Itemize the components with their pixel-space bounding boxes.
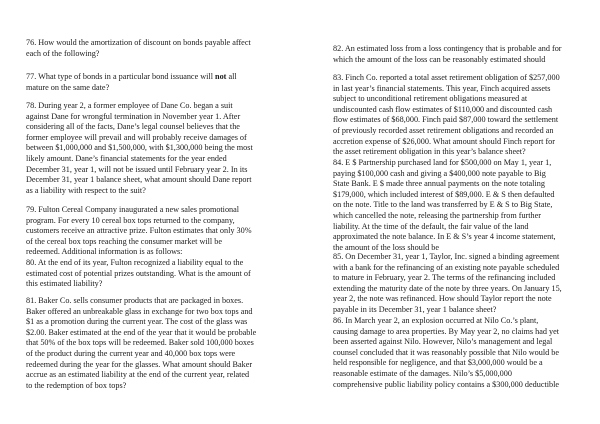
question-78: 78. During year 2, a former employee of Dane Co. began a suit against Dane for wrongful termination in November year 1. After considering all of the facts, Dane’s legal counsel believes that the former employee will prevail and will probably receive damages of between $1,000,000 and $1,500,000, with $1,300,000 being the most likely amount. Dane’s financial statements for the year ended December 31, year 1, will not be issued until February year 2. In its December 31, year 1 balance sheet, what amount should Dane report as a liability with respect to the suit?: [26, 101, 253, 195]
question-76: 76. How would the amortization of discount on bonds payable affect each of the following?: [26, 38, 251, 58]
question-79: 79. Fulton Cereal Company inaugurated a new sales promotional program. For every 10 cereal box tops returned to the company, customers receive an attractive prize. Fulton estimates that only 30% of the cereal box tops reaching the consumer market will be redeemed. Additional information is as follows:: [26, 205, 252, 257]
question-86: 86. In March year 2, an explosion occurred at Nilo Co.’s plant, causing damage to area properties. By May year 2, no claims had yet been asserted against Nilo. However, Nilo’s management and legal counsel concluded that it was reasonably possible that Nilo would be held responsible for negligence, and that $3,000,000 would be a reasonable estimate of the damages. Nilo’s $5,000,000 comprehensive public liability policy contains a $300,000 deductible: [333, 316, 560, 389]
question-77-text-start: 77. What type of bonds in a particular bond issuance will: [26, 72, 216, 81]
question-85: 85. On December 31, year 1, Taylor, Inc. signed a binding agreement with a bank for the refinancing of an existing note payable scheduled to mature in February, year 2. The terms of the refinancing included extending the maturity date of the note by three years. On January 15, year 2, the note was refinanced. How should Taylor report the note payable in its December 31, year 1 balance sheet?: [333, 252, 562, 314]
question-77-text-end: all mature on the same date?: [26, 72, 237, 92]
question-84: 84. E $ Partnership purchased land for $500,000 on May 1, year 1, paying $100,000 cash and giving a $400,000 note payable to Big State Bank. E $ made three annual payments on the note totaling $179,000, which included interest of $89,000. E & S then defaulted on the note. Title to the land was transferred by E & S to Big State, which cancelled the note, releasing the partnership from further liability. At the time of the default, the fair value of the land approximated the note balance. In E & S’s year 4 income statement, the amount of the loss should be: [333, 158, 556, 252]
question-81: 81. Baker Co. sells consumer products that are packaged in boxes. Baker offered an unbreakable glass in exchange for two box tops and $1 as a promotion during the current year. The cost of the glass was $2.00. Baker estimated at the end of the year that it would be probable that 50% of the box tops will be redeemed. Baker sold 100,000 boxes of the product during the current year and 40,000 box tops were redeemed during the year for the glasses. What amount should Baker accrue as an estimated liability at the end of the current year, related to the redemption of box tops?: [26, 296, 257, 390]
question-77: [26, 72, 284, 93]
question-82: 82. An estimated loss from a loss contingency that is probable and for which the amount of the loss can be reasonably estimated should: [333, 44, 562, 64]
question-80: 80. At the end of its year, Fulton recognized a liability equal to the estimated cost of potential prizes outstanding. What is the amount of this estimated liability?: [26, 258, 251, 289]
question-77-emphasis: not: [215, 72, 227, 81]
question-83: 83. Finch Co. reported a total asset retirement obligation of $257,000 in last year’s financial statements. This year, Finch acquired assets subject to unconditional retirement obligations measured at undiscounted cash flow estimates of $110,000 and discounted cash flow estimates of $68,000. Finch paid $87,000 toward the settlement of previously recorded asset retirement obligations and recorded an accretion expense of $26,000. What amount should Finch report for the asset retirement obligation in this year’s balance sheet?: [333, 73, 560, 157]
